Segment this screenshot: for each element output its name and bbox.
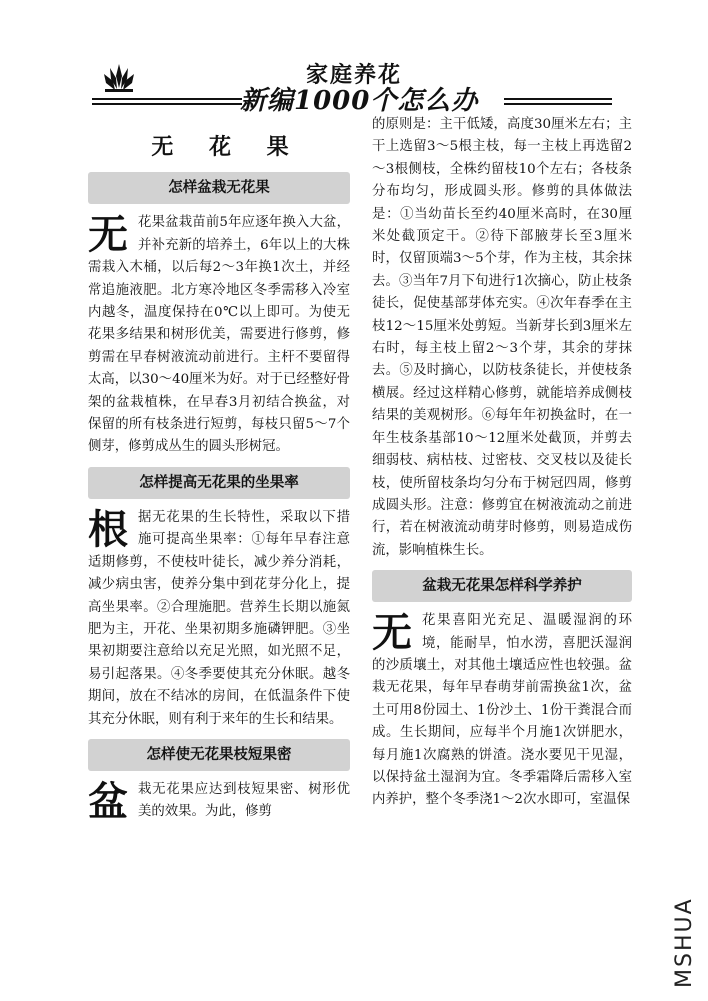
article-title: 无 花 果 (151, 134, 303, 160)
drop-cap: 根 (88, 506, 128, 553)
section-text: 栽无花果应达到枝短果密、树形优美的效果。为此，修剪 (138, 781, 350, 820)
lotus-icon (102, 62, 136, 94)
watermark: MSHUA (672, 897, 697, 988)
header-rule (92, 98, 242, 100)
left-column (88, 130, 350, 824)
section-text: 据无花果的生长特性，采取以下措施可提高坐果率：①每年早春注意适期修剪，不使枝叶徒长，减少养分消耗，减少病虫害，使养分集中到花芽分化上，提高坐果率。②合理施肥。营养生长期以施氮肥为主，开花、坐果初期多施磷钾肥。③坐果初期要注意给以充足光照，如光照不足，易引起落果。④冬季要使其充分休眠。越冬期间，放在不结冰的房间，在低温条件下使其充分休眠，则有利于来年的生长和结果。 (88, 509, 350, 727)
section-body (372, 610, 632, 812)
continued-text: 的原则是：主干低矮，高度30厘米左右；主干上选留3～5根主枝，每一主枝上再选留2～3根侧枝，全株约留枝10个左右；各枝条分布均匀，形成圆头形。修剪的具体做法是：①当幼苗长至约40厘米高时，在30厘米处截顶定干。②待下部腋芽长至3厘米时，仅留顶端3～5个芽，作为主枝，其余抹去。③当年7月下旬进行1次摘心，防止枝条徒长，促使基部芽体充实。④次年春季在主枝12～15厘米处剪短。当新芽长到3厘米左右时，每主枝上留2～3个芽，其余的芽抹去。⑤及时摘心，以防枝条徒长，并使枝条横展。经过这样精心修剪，就能培养成侧枝结果的美观树形。⑥每年年初换盆时，在一年生枝条基部10～12厘米处截顶，并剪去细弱枝、病枯枝、过密枝、交叉枝以及徒长枝，使所留枝条均匀分布于树冠四周，修剪成圆头形。注意：修剪宜在树液流动之前进行，若在树液流动萌芽时修剪，则易造成伤流，影响植株生长。 (372, 117, 632, 558)
section-text: 花果喜阳光充足、温暖湿润的环境，能耐旱，怕水涝，喜肥沃湿润的沙质壤土，对其他土壤适应性也较强。盆栽无花果，每年早春萌芽前需换盆1次，盆土可用8份园土、1份沙土、1份干粪混合而成。生长期间，应每半个月施1次饼肥水，每月施1次腐熟的饼渣。浇水要见干见湿，以保持盆土湿润为宜。冬季霜降后需移入室内养护，整个冬季浇1～2次水即可，室温保 (372, 613, 632, 808)
series-subtitle: 家庭养花 (306, 62, 403, 88)
header-rule (504, 98, 612, 100)
header-rule (504, 103, 612, 105)
right-column (372, 114, 632, 812)
section-body (88, 212, 350, 458)
section-heading: 怎样使无花果枝短果密 (88, 739, 350, 771)
series-title: 新编1000个怎么办 (240, 86, 479, 116)
page-header (92, 60, 612, 122)
section-text: 花果盆栽苗前5年应逐年换入大盆，并补充新的培养土，6年以上的大株需栽入木桶，以后每2～3年换1次土，并经常追施液肥。北方寒冷地区冬季需移入冷室内越冬，温度保持在0℃以上即可。为使无花果多结果和树形优美，需要进行修剪，修剪需在早春树液流动前进行。主杆不要留得太高，以30～40厘米为好。对于已经整好骨架的盆栽植株，在早春3月初结合换盆，对保留的所有枝条进行短剪，每枝只留5～7个侧芽，修剪成丛生的圆头形树冠。 (88, 215, 350, 455)
section-heading: 盆栽无花果怎样科学养护 (372, 570, 632, 602)
drop-cap: 无 (372, 610, 412, 657)
header-rule (92, 103, 242, 105)
section-heading: 怎样盆栽无花果 (88, 172, 350, 204)
section-body (88, 507, 350, 731)
section-heading: 怎样提高无花果的坐果率 (88, 467, 350, 499)
section-body (88, 779, 350, 824)
drop-cap: 无 (88, 212, 128, 259)
drop-cap: 盆 (88, 778, 128, 825)
